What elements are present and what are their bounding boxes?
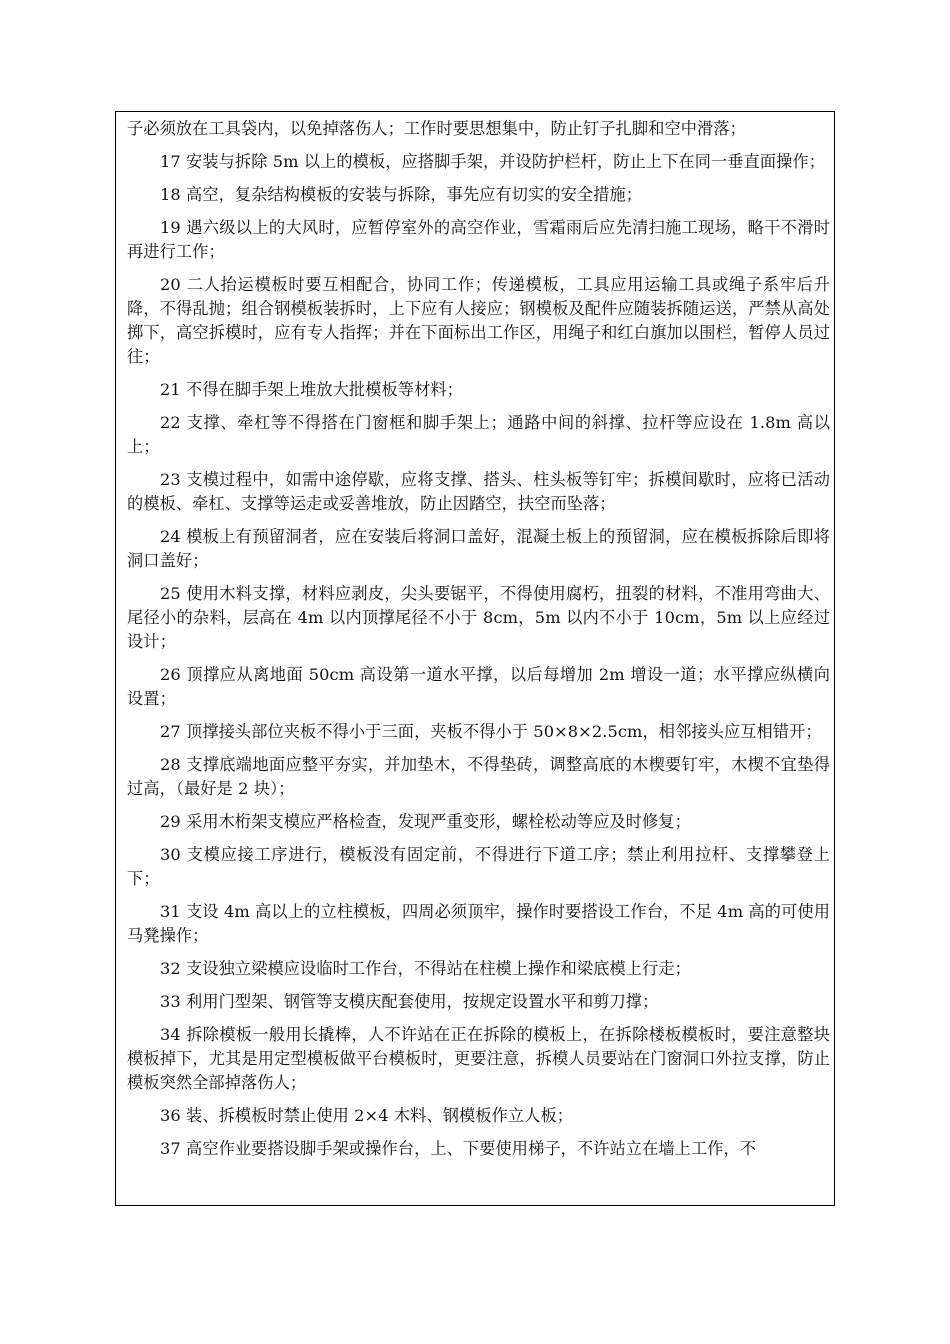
paragraph-rule-24: 24 模板上有预留洞者，应在安装后将洞口盖好，混凝土板上的预留洞，应在模板拆除后即将洞口盖好； <box>127 527 830 570</box>
paragraph-rule-34: 34 拆除模板一般用长撬棒，人不许站在正在拆除的模板上，在拆除楼板模板时，要注意整块模板掉下，尤其是用定型模板做平台模板时，更要注意，拆模人员要站在门窗洞口外拉支撑，防止模板突然全部掉落伤人； <box>127 1025 830 1092</box>
paragraph-rule-20: 20 二人抬运模板时要互相配合，协同工作；传递模板，工具应用运输工具或绳子系牢后升降，不得乱抛；组合钢模板装拆时，上下应有人接应；钢模板及配件应随装拆随运送，严禁从高处掷下，高空拆模时，应有专人指挥；并在下面标出工作区，用绳子和红白旗加以围栏，暂停人员过往； <box>127 275 830 366</box>
paragraph-rule-19: 19 遇六级以上的大风时，应暂停室外的高空作业，雪霜雨后应先清扫施工现场，略干不滑时再进行工作； <box>127 218 830 261</box>
paragraph-rule-26: 26 顶撑应从离地面 50cm 高设第一道水平撑，以后每增加 2m 增设一道；水平撑应纵横向设置； <box>127 665 830 708</box>
paragraph-rule-31: 31 支设 4m 高以上的立柱模板，四周必须顶牢，操作时要搭设工作台，不足 4m 高的可使用马凳操作； <box>127 902 830 945</box>
paragraph-rule-17: 17 安装与拆除 5m 以上的模板，应搭脚手架，并设防护栏杆，防止上下在同一垂直面操作； <box>160 152 826 171</box>
paragraph-rule-21: 21 不得在脚手架上堆放大批模板等材料； <box>160 380 463 399</box>
paragraph-rule-25: 25 使用木料支撑，材料应剥皮，尖头要锯平，不得使用腐朽，扭裂的材料，不准用弯曲大、尾径小的杂料，层高在 4m 以内顶撑尾径不小于 8cm，5m 以内不小于 10cm，5m 以上应经过设计； <box>127 584 830 651</box>
safety-rules-text <box>127 117 830 1170</box>
paragraph-rule-32: 32 支设独立梁模应设临时工作台，不得站在柱模上操作和梁底模上行走； <box>160 959 691 978</box>
paragraph-rule-29: 29 采用木桁架支模应严格检查，发现严重变形，螺栓松动等应及时修复； <box>160 812 691 831</box>
paragraph-rule-28: 28 支撑底端地面应整平夯实，并加垫木，不得垫砖，调整高底的木楔要钉牢，木楔不宜垫得过高，（最好是 2 块）； <box>127 755 830 798</box>
paragraph-rule-33: 33 利用门型架、钢管等支模庆配套使用，按规定设置水平和剪刀撑； <box>160 992 659 1011</box>
paragraph-rule-23: 23 支模过程中，如需中途停歇，应将支撑、搭头、柱头板等钉牢；拆模间歇时，应将已活动的模板、牵杠、支撑等运走或妥善堆放，防止因踏空，扶空而坠落； <box>127 470 830 513</box>
paragraph-rule-22: 22 支撑、牵杠等不得搭在门窗框和脚手架上；通路中间的斜撑、拉杆等应设在 1.8m 高以上； <box>127 413 830 456</box>
paragraph-rule-18: 18 高空，复杂结构模板的安装与拆除，事先应有切实的安全措施； <box>160 185 643 204</box>
paragraph-rule-27: 27 顶撑接头部位夹板不得小于三面，夹板不得小于 50×8×2.5cm，相邻接头应互相错开； <box>160 722 822 741</box>
paragraph-rule-37: 37 高空作业要搭设脚手架或操作台，上、下要使用梯子，不许站立在墙上工作，不 <box>160 1139 757 1158</box>
paragraph-rule-30: 30 支模应接工序进行，模板没有固定前，不得进行下道工序；禁止利用拉杆、支撑攀登上下； <box>127 845 830 888</box>
paragraph-rule-36: 36 装、拆模板时禁止使用 2×4 木料、钢模板作立人板； <box>160 1106 574 1125</box>
paragraph-continuation: 子必须放在工具袋内，以免掉落伤人；工作时要思想集中，防止钉子扎脚和空中滑落； <box>127 119 746 138</box>
table-cell-frame <box>115 111 835 1206</box>
